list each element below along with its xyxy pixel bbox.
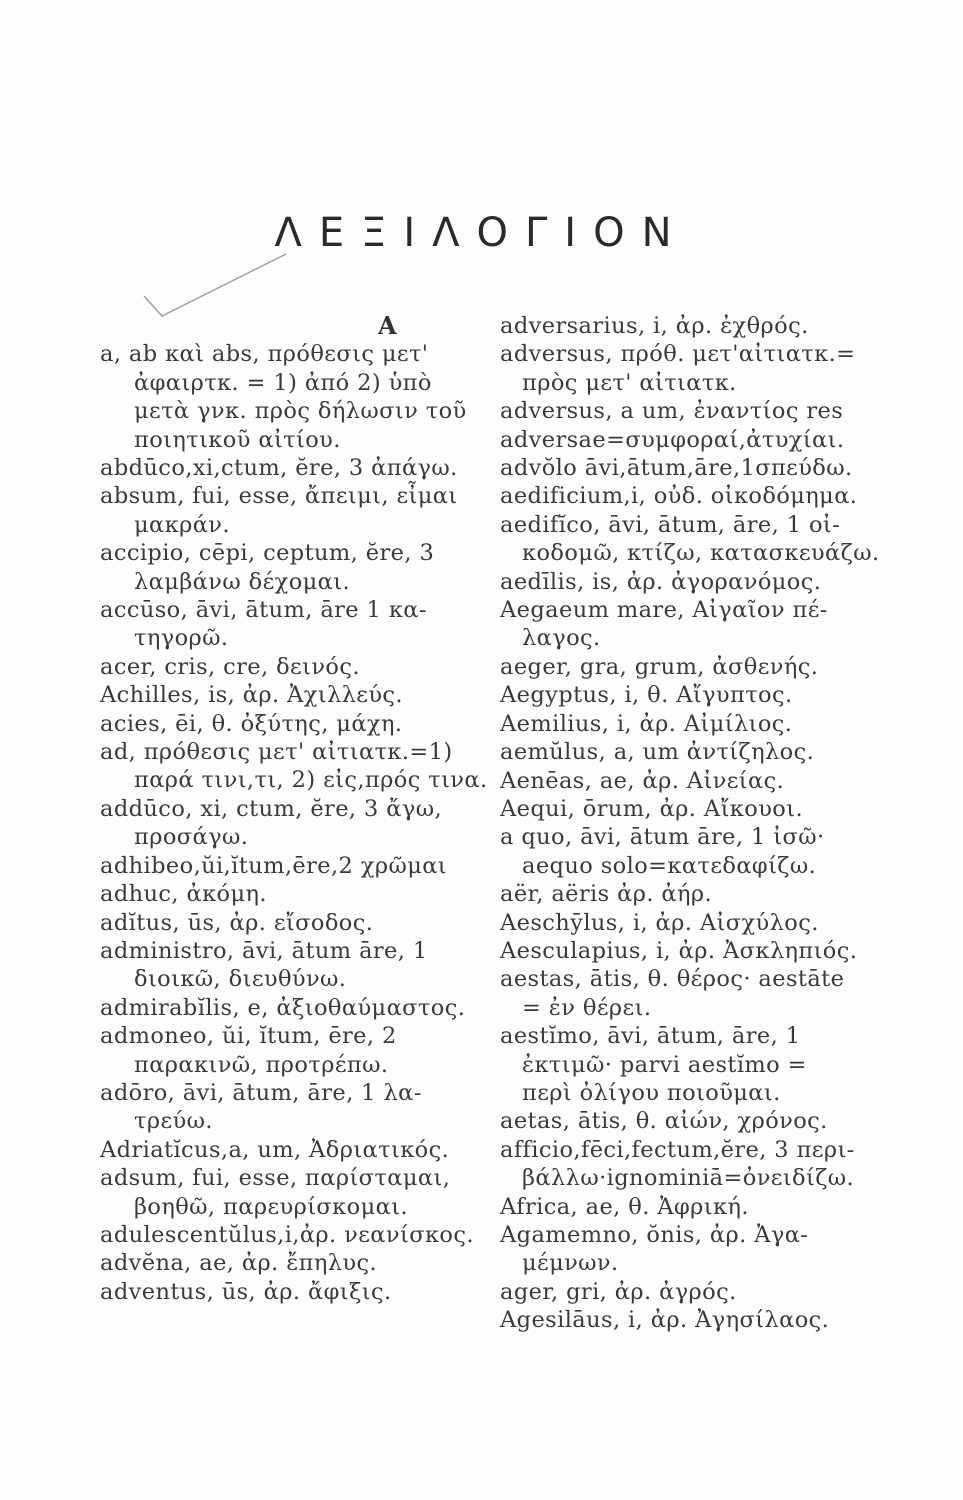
dictionary-entry (500, 426, 880, 454)
entry-headline: addūco, xi, ctum, ĕre, 3 ἄγω, (100, 795, 443, 822)
entry-headline: adhibeo,ŭi,ĭtum,ēre,2 χρῶμαι (100, 852, 448, 879)
dictionary-entry (500, 880, 880, 908)
entry-headline: acies, ēi, θ. ὀξύτης, μάχη. (100, 710, 403, 737)
dictionary-entry (100, 1136, 475, 1164)
entry-headline: Africa, ae, θ. Ἀφρική. (500, 1193, 749, 1220)
entry-headline: adversarius, i, ἀρ. ἐχθρός. (500, 313, 809, 339)
dictionary-entry (100, 994, 475, 1022)
dictionary-entry (500, 767, 880, 795)
entry-headline: Aesculapius, i, ἀρ. Ἀσκληπιός. (500, 937, 858, 964)
entry-continuation: παρά τινι,τι, 2) εἰς,πρός τινα. (134, 767, 488, 794)
dictionary-entry (100, 1278, 475, 1306)
page-title: ΛΕΞΙΛΟΓΙΟΝ (274, 210, 689, 256)
entry-continuation: ἀφαιρτκ. = 1) ἀπό 2) ὑπὸ (134, 369, 432, 396)
dictionary-entry (100, 681, 475, 709)
entry-headline: Agamemno, ŏnis, ἀρ. Ἀγα- (500, 1222, 809, 1248)
dictionary-entry (500, 710, 880, 738)
dictionary-entry (500, 653, 880, 681)
dictionary-entry (100, 738, 488, 795)
dictionary-entry (500, 312, 880, 340)
entry-continuation: τρεύω. (134, 1108, 213, 1135)
entry-continuation: μακράν. (134, 511, 230, 538)
entry-continuation: διοικῶ, διευθύνω. (134, 966, 347, 993)
dictionary-entry (100, 454, 475, 482)
dictionary-entry (500, 795, 880, 823)
entry-continuation: ποιητικοῦ αἰτίου. (134, 426, 341, 453)
dictionary-entry (500, 1306, 880, 1334)
entry-headline: absum, fui, esse, ἄπειμι, εἶμαι (100, 483, 458, 510)
entry-headline: Achilles, is, ἀρ. Ἀχιλλεύς. (100, 682, 403, 709)
left-column (100, 311, 488, 1306)
dictionary-entry (500, 454, 880, 482)
entry-headline: aër, aëris ἀρ. ἀήρ. (500, 881, 713, 908)
dictionary-entry (500, 1136, 880, 1193)
entry-continuation: λαγος. (522, 625, 601, 652)
entry-headline: aestas, ātis, θ. θέρος· aestāte (500, 966, 845, 993)
dictionary-entry (500, 1107, 880, 1135)
dictionary-entry (100, 539, 475, 596)
entry-headline: advĕna, ae, ἀρ. ἔπηλυς. (100, 1250, 378, 1277)
dictionary-entry (500, 596, 880, 653)
entry-headline: ad, πρόθεσις μετ' αἰτιατκ.=1) (100, 739, 453, 766)
entry-headline: Aegaeum mare, Αἰγαῖον πέ- (500, 597, 828, 624)
entry-headline: adhuc, ἀκόμη. (100, 881, 267, 908)
entry-headline: a, ab καὶ abs, πρόθεσις μετ' (100, 341, 429, 368)
entry-continuation: λαμβάνω δέχομαι. (134, 568, 351, 595)
dictionary-entry (100, 795, 475, 852)
entry-headline: adōro, āvi, ātum, āre, 1 λα- (100, 1079, 422, 1106)
dictionary-entry (500, 937, 880, 965)
entry-headline: acer, cris, cre, δεινός. (100, 653, 360, 680)
entry-headline: adversus, a um, ἐναντίος res (500, 398, 844, 425)
entry-headline: afficio,fēci,fectum,ĕre, 3 περι- (500, 1136, 855, 1163)
entry-headline: Aenēas, ae, ἀρ. Αἰνείας. (500, 767, 785, 794)
entry-headline: aedifĭco, āvi, ātum, āre, 1 οἰ- (500, 511, 841, 538)
entry-headline: aedīlis, is, ἀρ. ἀγορανόμος. (500, 568, 822, 595)
entry-headline: Adriatĭcus,a, um, Ἀδριατικός. (100, 1136, 450, 1163)
entry-headline: Aemilius, i, ἀρ. Αἰμίλιος. (500, 710, 793, 737)
entry-headline: Aequi, ōrum, ἀρ. Αἴκουοι. (500, 795, 803, 822)
entry-continuation: μετὰ γνκ. πρὸς δήλωσιν τοῦ (134, 398, 467, 425)
entry-headline: adulescentŭlus,i,ἀρ. νεανίσκος. (100, 1221, 474, 1248)
entry-headline: adĭtus, ūs, ἀρ. εἴσοδος. (100, 909, 374, 936)
entry-continuation: κοδομῶ, κτίζω, κατασκευάζω. (522, 540, 880, 567)
dictionary-entry (100, 937, 475, 994)
dictionary-entry (500, 909, 880, 937)
dictionary-entry (500, 568, 880, 596)
entry-headline: a quo, āvi, ātum āre, 1 ἰσῶ· (500, 824, 825, 851)
dictionary-entry (500, 1278, 880, 1306)
dictionary-entry (100, 1249, 475, 1277)
entry-headline: administro, āvi, ātum āre, 1 (100, 937, 428, 964)
entry-headline: ager, gri, ἀρ. ἀγρός. (500, 1278, 737, 1305)
entry-continuation: πρὸς μετ' αἰτιατκ. (522, 369, 737, 396)
entry-headline: aeger, gra, grum, ἀσθενής. (500, 653, 819, 680)
entry-continuation: = ἐν θέρει. (522, 994, 652, 1021)
entry-headline: aemŭlus, a, um ἀντίζηλος. (500, 739, 815, 766)
entry-headline: advŏlo āvi,ātum,āre,1σπεύδω. (500, 455, 853, 482)
entry-continuation: περὶ ὀλίγου ποιοῦμαι. (522, 1079, 781, 1106)
dictionary-entry (500, 340, 880, 397)
entry-headline: adventus, ūs, ἀρ. ἄφιξις. (100, 1278, 392, 1305)
dictionary-entry (500, 511, 880, 568)
dictionary-entry (100, 1079, 475, 1136)
entry-headline: admirabĭlis, e, ἀξιοθαύμαστος. (100, 994, 466, 1021)
entry-headline: admoneo, ŭi, ĭtum, ēre, 2 (100, 1023, 397, 1050)
dictionary-entry (100, 653, 475, 681)
entry-continuation: μέμνων. (522, 1250, 619, 1277)
dictionary-entry (500, 738, 880, 766)
entry-continuation: προσάγω. (134, 824, 249, 851)
entry-continuation: βάλλω·ignominiā=ὀνειδίζω. (522, 1165, 855, 1192)
entry-headline: aestĭmo, āvi, ātum, āre, 1 (500, 1023, 801, 1050)
dictionary-entry (500, 482, 880, 510)
dictionary-entry (500, 823, 880, 880)
dictionary-entry (100, 340, 475, 454)
entry-headline: abdūco,xi,ctum, ĕre, 3 ἀπάγω. (100, 455, 458, 482)
entry-continuation: ἐκτιμῶ· parvi aestĭmo = (522, 1051, 807, 1078)
dictionary-entry (100, 482, 475, 539)
entry-headline: accipio, cēpi, ceptum, ĕre, 3 (100, 540, 435, 567)
dictionary-entry (500, 1221, 880, 1278)
dictionary-entry (100, 596, 475, 653)
dictionary-entry (500, 965, 880, 1022)
dictionary-entry (100, 909, 475, 937)
dictionary-entry (100, 880, 475, 908)
entry-continuation: βοηθῶ, παρευρίσκομαι. (134, 1193, 408, 1220)
entry-headline: aedificium,i, οὐδ. οἰκοδόμημα. (500, 483, 858, 510)
dictionary-entry (500, 1193, 880, 1221)
dictionary-entry (100, 852, 475, 880)
entry-continuation: τηγορῶ. (134, 625, 229, 652)
dictionary-entry (100, 710, 475, 738)
right-column (500, 312, 880, 1335)
entry-continuation: παρακινῶ, προτρέπω. (134, 1051, 389, 1078)
section-letter: A (377, 311, 398, 340)
entry-headline: accūso, āvi, ātum, āre 1 κα- (100, 597, 427, 624)
left-entries (100, 340, 488, 1306)
dictionary-entry (500, 1022, 880, 1107)
dictionary-entry (500, 397, 880, 425)
entry-headline: Aeschȳlus, i, ἀρ. Αἰσχύλος. (500, 909, 819, 936)
entry-headline: Aegyptus, i, θ. Αἴγυπτος. (500, 682, 793, 709)
entry-headline: adsum, fui, esse, παρίσταμαι, (100, 1165, 451, 1192)
dictionary-entry (500, 681, 880, 709)
right-entries (500, 312, 880, 1335)
dictionary-entry (100, 1221, 475, 1249)
entry-headline: Agesilāus, i, ἀρ. Ἀγησίλαος. (500, 1307, 830, 1334)
entry-continuation: aequo solo=κατεδαφίζω. (522, 852, 817, 879)
dictionary-entry (100, 1022, 475, 1079)
dictionary-entry (100, 1164, 475, 1221)
entry-headline: adversae=συμφοραί,ἀτυχίαι. (500, 426, 845, 453)
entry-headline: adversus, πρόθ. μετ'αἰτιατκ.= (500, 341, 856, 368)
entry-headline: aetas, ātis, θ. αἰών, χρόνος. (500, 1108, 828, 1135)
